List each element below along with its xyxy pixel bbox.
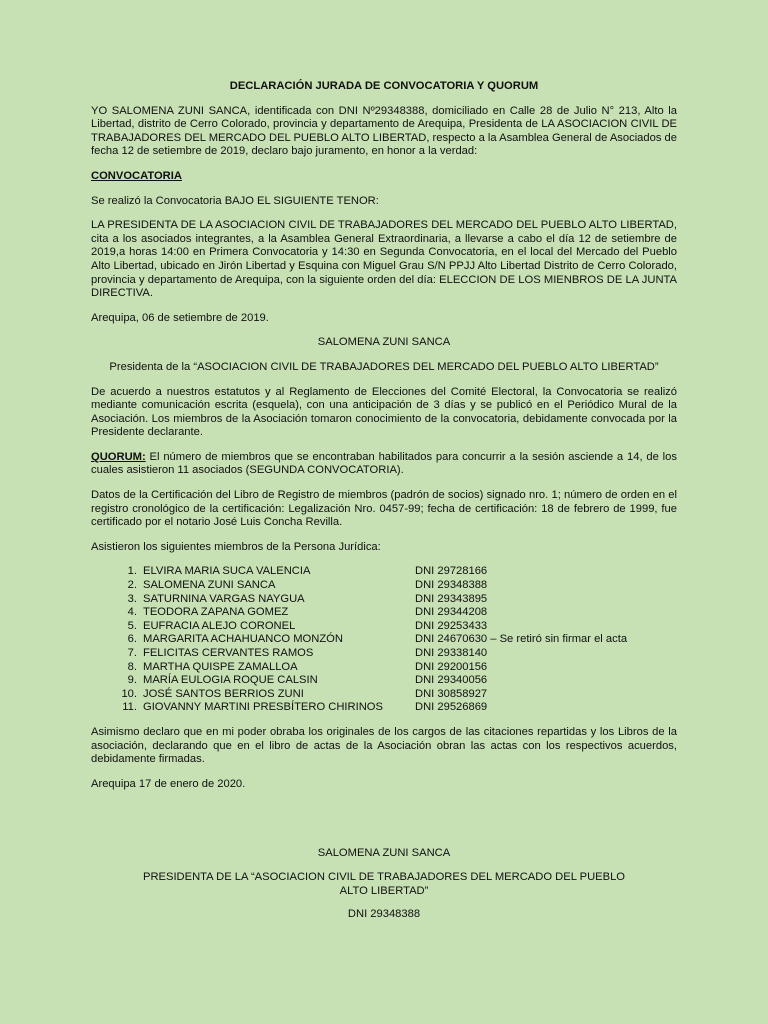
list-item xyxy=(91,579,677,593)
document-title: DECLARACIÓN JURADA DE CONVOCATORIA Y QUORUM xyxy=(229,80,539,92)
certification-paragraph: Datos de la Certificación del Libro de Registro de miembros (padrón de socios) signado nro. 1; número de orden en el registro cronológico de la certificación: Legalización Nro. 0457-99; fecha de certificación: 18 de febrero de 1999, fue certificado por el notario José Luis Concha Revilla. xyxy=(91,489,677,529)
attendee-name: GIOVANNY MARTINI PRESBÍTERO CHIRINOS xyxy=(143,701,383,714)
attendee-dni: DNI 24670630 – Se retiró sin firmar el acta xyxy=(415,633,628,646)
date-2: Arequipa 17 de enero de 2020. xyxy=(91,777,246,790)
attendee-name: EUFRACIA ALEJO CORONEL xyxy=(143,619,296,632)
attendee-dni: DNI 29526869 xyxy=(415,701,488,714)
attendees-list xyxy=(91,565,677,715)
attendee-number: 9. xyxy=(127,674,137,687)
convocatoria-text: LA PRESIDENTA DE LA ASOCIACION CIVIL DE TRABAJADORES DEL MERCADO DEL PUEBLO ALTO LIBERTAD, cita a los asociados integrantes, a la Asamblea General Extraordinaria, a llevarse a cabo el día 12 de setiembre de 2019,a horas 14:00 en Primera Convocatoria y 14:30 en Segunda Convocatoria, en el local del Mercado del Pueblo Alto Libertad, ubicado en Jirón Libertad y Esquina con Miguel Grau S/N PPJJ Alto Libertad Distrito de Cerro Colorado, provincia y departamento de Arequipa, con la siguiente orden del día: ELECCION DE LOS MIENBROS DE LA JUNTA DIRECTIVA. xyxy=(91,219,677,300)
attendee-name: MARÍA EULOGIA ROQUE CALSIN xyxy=(143,674,318,687)
list-item xyxy=(91,647,677,661)
signature-block xyxy=(91,847,677,921)
list-item xyxy=(91,593,677,607)
attendee-name: JOSÉ SANTOS BERRIOS ZUNI xyxy=(143,687,304,700)
list-item xyxy=(91,606,677,620)
convocatoria-line: Se realizó la Convocatoria BAJO EL SIGUIENTE TENOR: xyxy=(91,194,379,207)
attendee-number: 10. xyxy=(121,687,137,700)
attendee-name: FELICITAS CERVANTES RAMOS xyxy=(143,647,314,659)
intro-paragraph: YO SALOMENA ZUNI SANCA, identificada con DNI Nº29348388, domiciliado en Calle 28 de Julio N° 213, Alto la Libertad, distrito de Cerro Colorado, provincia y departamento de Arequipa, Presidenta de LA ASOCIACION CIVIL DE TRABAJADORES DEL MERCADO DEL PUEBLO ALTO LIBERTAD, respecto a la Asamblea General de Asociados de fecha 12 de setiembre de 2019, declaro bajo juramento, en honor a la verdad: xyxy=(91,104,677,158)
attendee-number: 5. xyxy=(127,619,137,632)
attendee-number: 4. xyxy=(127,606,137,619)
document-body xyxy=(91,80,677,932)
attendee-number: 3. xyxy=(127,592,137,605)
attendee-dni: DNI 29343895 xyxy=(415,592,488,605)
quorum-label: QUORUM: xyxy=(91,450,146,463)
attendee-dni: DNI 29338140 xyxy=(415,647,488,659)
quorum-text: El número de miembros que se encontraban habilitados para concurrir a la sesión asciende a 14, de los cuales asistieron 11 asociados (SEGUNDA CONVOCATORIA). xyxy=(91,450,677,477)
signer-1-role: Presidenta de la “ASOCIACION CIVIL DE TRABAJADORES DEL MERCADO DEL PUEBLO ALTO LIBERTAD” xyxy=(109,360,659,373)
attendee-name: TEODORA ZAPANA GOMEZ xyxy=(143,606,289,619)
statutes-paragraph: De acuerdo a nuestros estatutos y al Reglamento de Elecciones del Comité Electoral, la Convocatoria se realizó mediante comunicación escrita (esquela), con una anticipación de 3 días y se publicó en el Periódico Mural de la Asociación. Los miembros de la Asociación tomaron conocimiento de la convocatoria, debidamente convocada por la Presidente declarante. xyxy=(91,385,677,439)
attendee-number: 1. xyxy=(127,565,137,578)
list-item xyxy=(91,565,677,579)
list-item xyxy=(91,674,677,688)
signer-2-role: PRESIDENTA DE LA “ASOCIACION CIVIL DE TRABAJADORES DEL MERCADO DEL PUEBLO ALTO LIBERTAD” xyxy=(142,870,625,897)
attendee-number: 11. xyxy=(122,701,137,714)
attendee-number: 6. xyxy=(127,633,137,646)
list-item xyxy=(91,661,677,675)
signer-2-dni: DNI 29348388 xyxy=(347,908,421,921)
attendee-dni: DNI 29253433 xyxy=(415,619,488,632)
attendee-name: SALOMENA ZUNI SANCA xyxy=(143,579,276,592)
attendee-name: MARGARITA ACHAHUANCO MONZÓN xyxy=(143,633,343,646)
convocatoria-heading xyxy=(91,170,677,184)
list-item xyxy=(91,620,677,634)
attendee-dni: DNI 29200156 xyxy=(415,660,488,673)
attendee-dni: DNI 29348388 xyxy=(415,579,488,592)
signature-space xyxy=(91,802,677,847)
attendee-number: 8. xyxy=(127,660,137,673)
attendees-intro: Asistieron los siguientes miembros de la Persona Jurídica: xyxy=(91,540,381,553)
signer-1-name: SALOMENA ZUNI SANCA xyxy=(317,336,451,349)
attendee-dni: DNI 29340056 xyxy=(415,674,488,687)
attendee-name: SATURNINA VARGAS NAYGUA xyxy=(143,592,305,605)
attendee-dni: DNI 29728166 xyxy=(415,565,488,578)
list-item xyxy=(91,701,677,715)
signer-2-name: SALOMENA ZUNI SANCA xyxy=(317,847,451,860)
attendee-name: MARTHA QUISPE ZAMALLOA xyxy=(143,660,298,673)
convocatoria-heading-text: CONVOCATORIA xyxy=(91,169,182,182)
quorum-paragraph xyxy=(91,451,677,478)
attendee-name: ELVIRA MARIA SUCA VALENCIA xyxy=(143,565,311,578)
list-item xyxy=(91,688,677,702)
closing-paragraph: Asimismo declaro que en mi poder obraba los originales de los cargos de las citaciones repartidas y los Libros de la asociación, declarando que en el libro de actas de la Asociación obran las actas con los respectivos acuerdos, debidamente firmadas. xyxy=(91,725,677,766)
attendee-dni: DNI 29344208 xyxy=(415,606,488,619)
attendee-number: 2. xyxy=(127,579,137,592)
attendee-number: 7. xyxy=(127,647,137,659)
attendee-dni: DNI 30858927 xyxy=(415,687,488,700)
date-1: Arequipa, 06 de setiembre de 2019. xyxy=(91,311,269,324)
list-item xyxy=(91,633,677,647)
